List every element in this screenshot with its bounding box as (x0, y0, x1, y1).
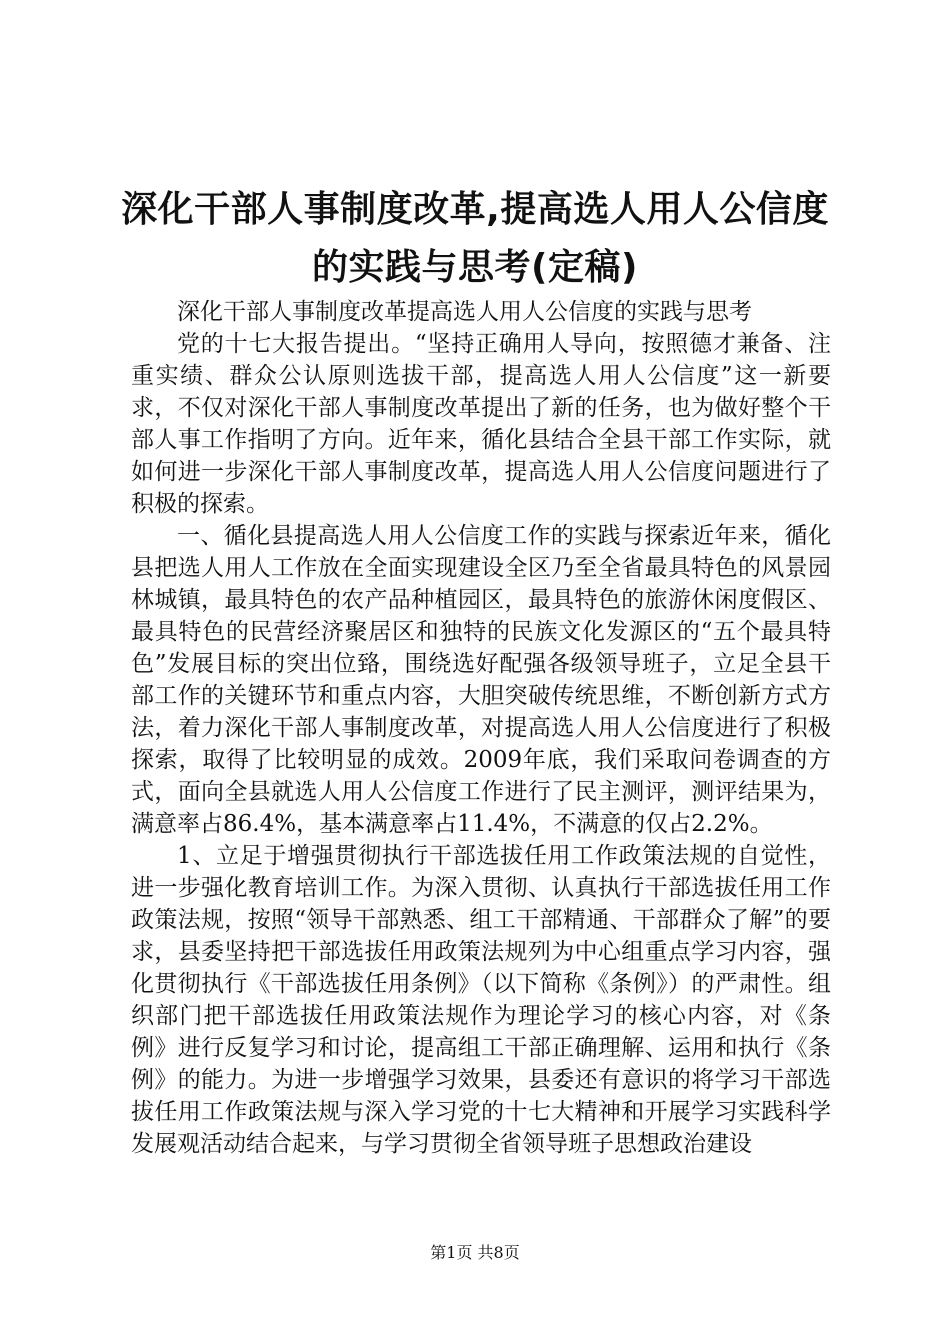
paragraph: 1、立足于增强贯彻执行干部选拔任用工作政策法规的自觉性，进一步强化教育培训工作。为深入贯彻、认真执行干部选拔任用工作政策法规，按照“领导干部熟悉、组工干部精通、干部群众了解”的要求，县委坚持把干部选拔任用政策法规列为中心组重点学习内容，强化贯彻执行《干部选拔任用条例》（以下简称《条例》）的严肃性。组织部门把干部选拔任用政策法规作为理论学习的核心内容，对《条例》进行反复学习和讨论，提高组工干部正确理解、运用和执行《条例》的能力。为进一步增强学习效果，县委还有意识的将学习干部选拔任用工作政策法规与深入学习党的十七大精神和开展学习实践科学发展观活动结合起来，与学习贯彻全省领导班子思想政治建设 (131, 843, 831, 1157)
paragraph: 党的十七大报告提出。“坚持正确用人导向，按照德才兼备、注重实绩、群众公认原则选拔干部，提高选人用人公信度”这一新要求，不仅对深化干部人事制度改革提出了新的任务，也为做好整个干部人事工作指明了方向。近年来，循化县结合全县干部工作实际，就如何进一步深化干部人事制度改革，提高选人用人公信度问题进行了积极的探索。 (131, 331, 831, 517)
paragraph-subtitle: 深化干部人事制度改革提高选人用人公信度的实践与思考 (177, 299, 752, 325)
document-title-line-1: 深化干部人事制度改革,提高选人用人公信度 (121, 189, 829, 230)
paragraph: 一、循化县提高选人用人公信度工作的实践与探索近年来，循化县把选人用人工作放在全面实现建设全区乃至全省最具特色的风景园林城镇，最具特色的农产品种植园区，最具特色的旅游休闲度假区、最具特色的民营经济聚居区和独特的民族文化发源区的“五个最具特色”发展目标的突出位臵，围绕选好配强各级领导班子，立足全县干部工作的关键环节和重点内容，大胆突破传统思维，不断创新方式方法，着力深化干部人事制度改革，对提高选人用人公信度进行了积极探索，取得了比较明显的成效。2009年底，我们采取问卷调查的方式，面向全县就选人用人公信度工作进行了民主测评，测评结果为，满意率占86.4%，基本满意率占11.4%，不满意的仅占2.2%。 (131, 523, 831, 837)
page-footer: 第1页 共8页 (430, 1243, 520, 1262)
document-body (131, 296, 831, 1160)
document-title-line-2: 的实践与思考(定稿) (312, 247, 638, 288)
